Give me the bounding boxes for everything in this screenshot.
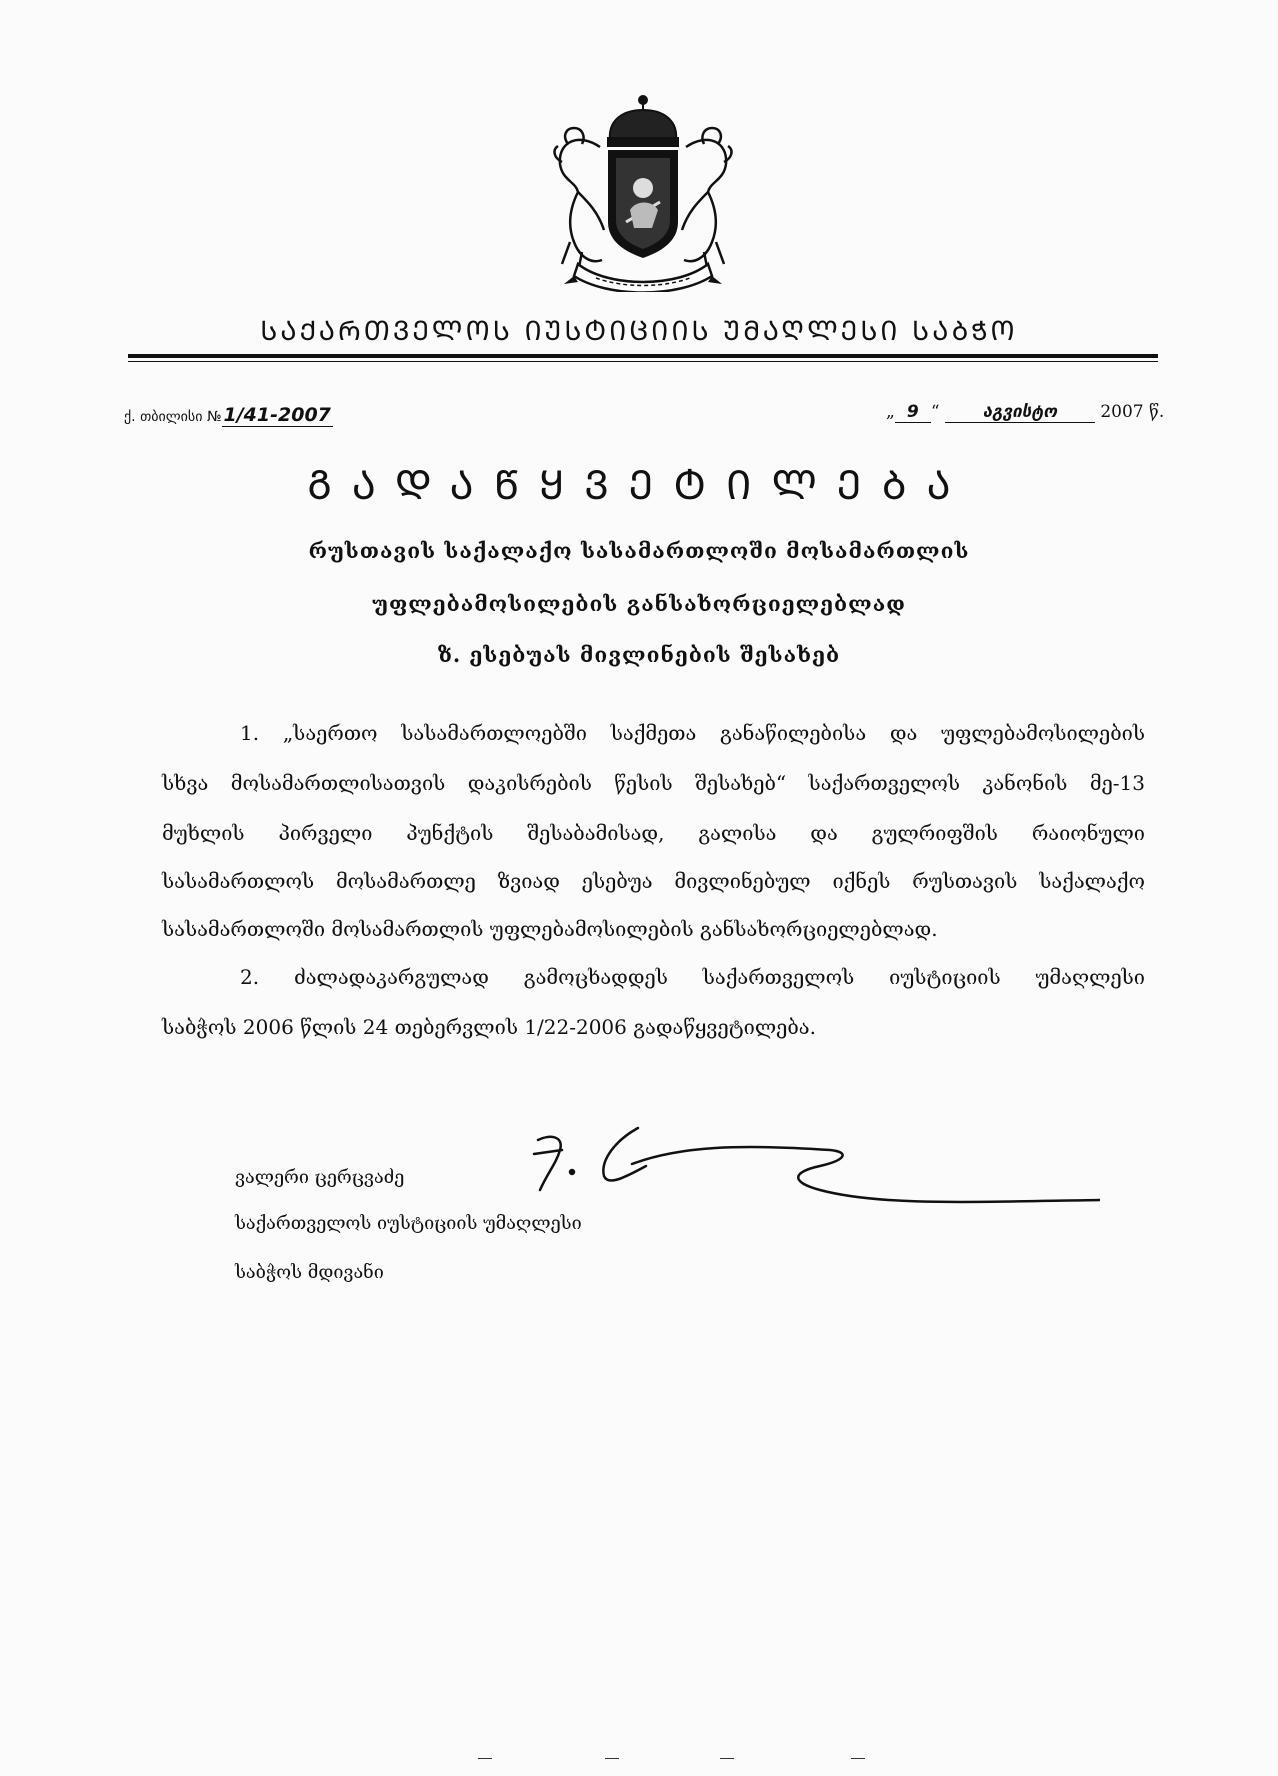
place-label: ქ. თბილისი № (124, 409, 222, 425)
paragraph-1-line-5: სასამართლოში მოსამართლის უფლებამოსილების განსახორციელებლად. (162, 917, 938, 941)
shield-icon (608, 150, 678, 258)
paragraph-1-line-3: მუხლის პირველი პუნქტის შესაბამისად, გალისა და გულრიფშის რაიონული (162, 821, 1145, 845)
document-type-heading: ᲒᲐᲓᲐᲬᲧᲕᲔᲢᲘᲚᲔᲑᲐ (307, 463, 971, 509)
paragraph-2-line-2: საბჭოს 2006 წლის 24 თებერვლის 1/22-2006 გადაწყვეტილება. (162, 1015, 816, 1039)
title-line-1: რუსთავის საქალაქო სასამართლოში მოსამართლის (308, 538, 970, 563)
date-year: 2007 წ. (1100, 402, 1165, 422)
signatory-title-line-1: საქართველოს იუსტიციის უმაღლესი (235, 1213, 582, 1234)
coat-of-arms-emblem (548, 92, 738, 292)
footer-mark (605, 1758, 619, 1759)
handwritten-signature (520, 1120, 1100, 1240)
crown-icon (608, 96, 678, 146)
institution-heading: ᲡᲐᲥᲐᲠᲗᲕᲔᲚᲝᲡ ᲘᲣᲡᲢᲘᲪᲘᲘᲡ ᲣᲛᲐᲦᲚᲔᲡᲘ ᲡᲐᲑᲭᲝ (260, 316, 1018, 347)
lion-supporter-left-icon (555, 128, 604, 272)
header-rule-thick (128, 354, 1158, 358)
header-rule-thin (128, 361, 1158, 362)
footer-mark (720, 1758, 734, 1759)
date-day: 9 (895, 402, 931, 423)
signatory-name: ვალერი ცერცვაძე (235, 1167, 405, 1188)
paragraph-2-line-1: 2. ძალადაკარგულად გამოცხადდეს საქართველოს იუსტიციის უმაღლესი (240, 965, 1145, 989)
place-number-line (124, 404, 333, 426)
paragraph-1-line-4: სასამართლოს მოსამართლე ზვიად ესებუა მივლინებულ იქნეს რუსთავის საქალაქო (162, 869, 1145, 893)
footer-mark (478, 1758, 492, 1759)
date-month: აგვისტო (945, 402, 1095, 423)
lion-supporter-right-icon (682, 128, 731, 272)
footer-mark (851, 1758, 865, 1759)
title-line-3: ზ. ესებუას მივლინების შესახებ (437, 642, 841, 667)
paragraph-1-line-2: სხვა მოსამართლისათვის დაკისრების წესის შესახებ“ საქართველოს კანონის მე-13 (162, 771, 1145, 795)
signatory-title-line-2: საბჭოს მდივანი (235, 1262, 384, 1283)
title-line-2: უფლებამოსილების განსახორციელებლად (372, 591, 906, 616)
paragraph-1-line-1: 1. „საერთო სასამართლოებში საქმეთა განაწილებისა და უფლებამოსილების (240, 721, 1145, 745)
document-number: 1/41-2007 (223, 404, 331, 426)
date-line: „ 9 “ აგვისტო 2007 წ. (886, 402, 1165, 422)
motto-ribbon-icon (564, 264, 722, 292)
